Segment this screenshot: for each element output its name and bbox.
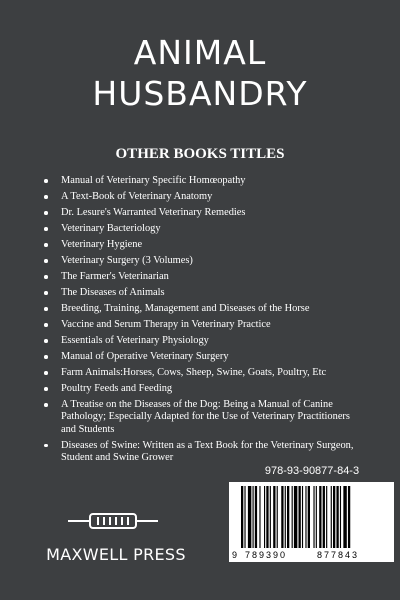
publisher-name: MAXWELL PRESS xyxy=(46,545,186,564)
book-list-item: Manual of Operative Veterinary Surgery xyxy=(44,351,360,363)
isbn-text: 978-93-90877-84-3 xyxy=(264,465,360,477)
book-list-item: The Farmer's Veterinarian xyxy=(44,271,360,283)
book-list-item: Essentials of Veterinary Physiology xyxy=(44,335,360,347)
book-list-item: The Diseases of Animals xyxy=(44,287,360,299)
barcode-digit-lead: 9 xyxy=(232,550,238,560)
book-list-item: A Text-Book of Veterinary Anatomy xyxy=(44,191,360,203)
book-list-item: Breeding, Training, Management and Diseases of the Horse xyxy=(44,303,360,315)
book-title-line-2: HUSBANDRY xyxy=(92,74,308,113)
book-list-item: Poultry Feeds and Feeding xyxy=(44,383,360,395)
book-list-item: Diseases of Swine: Written as a Text Book for the Veterinary Surgeon, Student and Swine Grower xyxy=(44,440,360,465)
book-list-item: Manual of Veterinary Specific Homœopathy xyxy=(44,175,360,187)
book-title-line-1: ANIMAL xyxy=(133,33,267,72)
barcode-digits-right: 877843 xyxy=(317,550,360,560)
book-list-item: Veterinary Surgery (3 Volumes) xyxy=(44,255,360,267)
barcode-digits-left: 789390 xyxy=(245,550,288,560)
barcode xyxy=(229,482,394,562)
book-list-item: Dr. Lesure's Warranted Veterinary Remedies xyxy=(44,207,360,219)
book-list-item: Veterinary Bacteriology xyxy=(44,223,360,235)
barcode-graphic xyxy=(229,482,394,562)
book-list xyxy=(44,175,360,468)
book-list-item: Veterinary Hygiene xyxy=(44,239,360,251)
maxwell-press-logo-icon xyxy=(68,513,158,529)
book-list-item: Farm Animals:Horses, Cows, Sheep, Swine, Goats, Poultry, Etc xyxy=(44,367,360,379)
book-list-item: A Treatise on the Diseases of the Dog: Being a Manual of Canine Pathology; Especially Adapted for the Use of Veterinary Practitioners and Students xyxy=(44,399,360,436)
other-titles-heading: OTHER BOOKS TITLES xyxy=(115,146,285,162)
book-title xyxy=(0,32,400,114)
book-list-item: Vaccine and Serum Therapy in Veterinary Practice xyxy=(44,319,360,331)
